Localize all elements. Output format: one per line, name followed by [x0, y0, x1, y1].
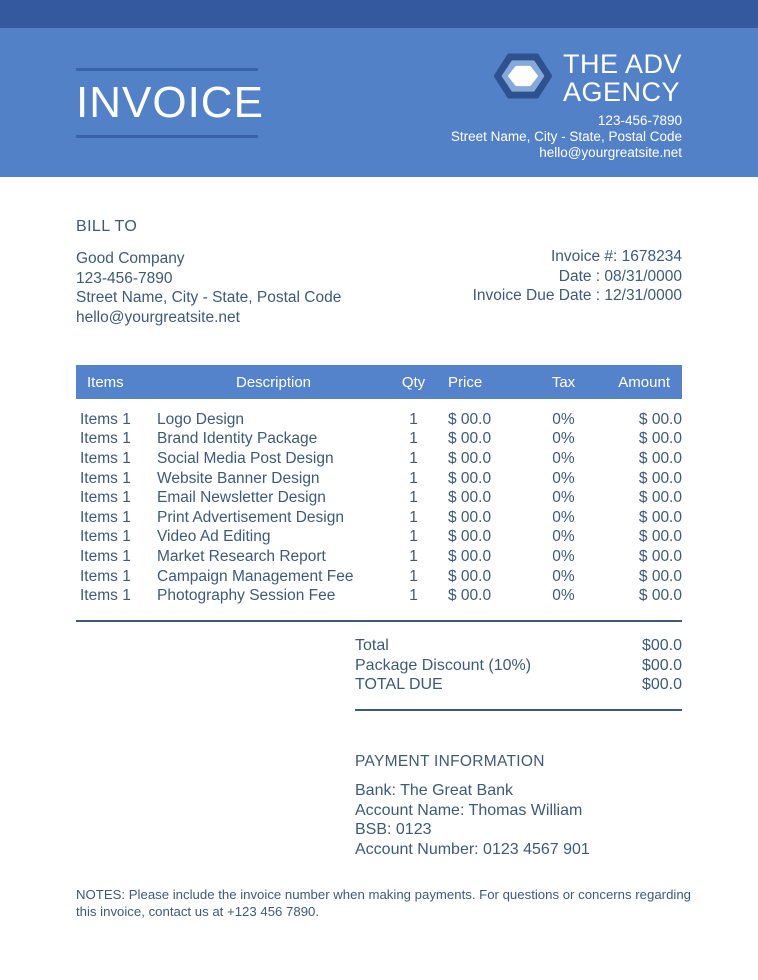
billing-section — [76, 218, 682, 327]
company-contact — [451, 113, 682, 161]
totals-row — [355, 636, 682, 656]
top-accent-bar — [0, 0, 758, 28]
company-email: hello@yourgreatsite.net — [539, 145, 682, 160]
line-items-table — [76, 365, 682, 622]
company-phone: 123-456-7890 — [597, 113, 682, 128]
cell-description: Logo Design — [157, 410, 245, 428]
client-company: Good Company — [76, 250, 185, 267]
brand-block — [451, 50, 682, 177]
cell-amount: $ 00.0 — [638, 528, 682, 546]
cell-qty: 1 — [409, 430, 418, 448]
cell-amount: $ 00.0 — [638, 547, 682, 565]
invoice-number: Invoice #: 1678234 — [551, 248, 682, 265]
title-rule-bottom — [76, 135, 258, 138]
cell-qty: 1 — [409, 547, 418, 565]
payment-details — [355, 781, 682, 860]
cell-tax: 0% — [552, 547, 575, 565]
cell-price: $ 00.0 — [448, 567, 492, 585]
cell-description: Photography Session Fee — [157, 587, 336, 605]
bill-to-details — [76, 249, 341, 327]
cell-amount: $ 00.0 — [638, 587, 682, 605]
cell-amount: $ 00.0 — [638, 410, 682, 428]
payment-account-number: Account Number: 0123 4567 901 — [355, 841, 590, 859]
cell-description: Campaign Management Fee — [157, 567, 354, 585]
notes-text: NOTES: Please include the invoice number when making payments. For questions or concerns regarding this invoice, contact us at +123 456 7890. — [76, 887, 691, 919]
table-row — [76, 430, 682, 450]
cell-item: Items 1 — [80, 449, 131, 467]
cell-description: Social Media Post Design — [157, 449, 334, 467]
cell-item: Items 1 — [80, 410, 131, 428]
totals-row — [355, 656, 682, 676]
table-row — [76, 508, 682, 528]
totals-value: $00.0 — [641, 656, 682, 674]
payment-information-block — [355, 753, 682, 860]
cell-price: $ 00.0 — [448, 449, 492, 467]
cell-description: Print Advertisement Design — [157, 508, 344, 526]
cell-amount: $ 00.0 — [638, 449, 682, 467]
cell-amount: $ 00.0 — [638, 489, 682, 507]
cell-price: $ 00.0 — [448, 410, 492, 428]
cell-price: $ 00.0 — [448, 430, 492, 448]
cell-description: Market Research Report — [157, 547, 326, 565]
table-row — [76, 567, 682, 587]
totals-label: TOTAL DUE — [355, 676, 443, 694]
invoice-meta-block — [473, 247, 682, 306]
totals-label: Package Discount (10%) — [355, 656, 532, 674]
brand-row — [451, 50, 682, 106]
cell-amount: $ 00.0 — [638, 430, 682, 448]
table-row — [76, 547, 682, 567]
cell-description: Email Newsletter Design — [157, 489, 326, 507]
cell-amount: $ 00.0 — [638, 469, 682, 487]
cell-tax: 0% — [552, 489, 575, 507]
cell-tax: 0% — [552, 567, 575, 585]
cell-tax: 0% — [552, 410, 575, 428]
totals-row — [355, 675, 682, 695]
company-name-line2: AGENCY — [562, 77, 680, 107]
column-header-description: Description — [235, 373, 312, 391]
cell-price: $ 00.0 — [448, 587, 492, 605]
cell-qty: 1 — [409, 449, 418, 467]
table-row — [76, 528, 682, 548]
invoice-body — [0, 218, 758, 919]
cell-item: Items 1 — [80, 587, 131, 605]
cell-amount: $ 00.0 — [638, 567, 682, 585]
cell-qty: 1 — [409, 587, 418, 605]
cell-qty: 1 — [409, 528, 418, 546]
invoice-header — [0, 28, 758, 177]
table-row — [76, 449, 682, 469]
cell-item: Items 1 — [80, 508, 131, 526]
cell-tax: 0% — [552, 449, 575, 467]
table-row — [76, 488, 682, 508]
invoice-title-block — [76, 68, 264, 177]
cell-item: Items 1 — [80, 489, 131, 507]
cell-item: Items 1 — [80, 469, 131, 487]
client-email: hello@yourgreatsite.net — [76, 308, 240, 326]
cell-tax: 0% — [552, 508, 575, 526]
company-name-line1: THE ADV — [562, 49, 682, 79]
column-header-qty: Qty — [401, 373, 426, 391]
cell-qty: 1 — [409, 508, 418, 526]
payment-bank: Bank: The Great Bank — [355, 782, 514, 800]
cell-tax: 0% — [552, 587, 575, 605]
table-body — [76, 410, 682, 606]
column-header-price: Price — [448, 373, 483, 391]
cell-price: $ 00.0 — [448, 508, 492, 526]
company-name — [563, 50, 682, 106]
totals-value: $00.0 — [641, 636, 682, 654]
payment-bsb: BSB: 0123 — [355, 821, 432, 839]
cell-description: Website Banner Design — [157, 469, 320, 487]
totals-label: Total — [355, 636, 389, 654]
cell-qty: 1 — [409, 469, 418, 487]
cell-price: $ 00.0 — [448, 469, 492, 487]
invoice-due-date: Invoice Due Date : 12/31/0000 — [472, 287, 682, 304]
company-address: Street Name, City - State, Postal Code — [450, 129, 682, 144]
cell-qty: 1 — [409, 410, 418, 428]
cell-tax: 0% — [552, 528, 575, 546]
cell-item: Items 1 — [80, 528, 131, 546]
totals-bottom-rule — [355, 709, 682, 711]
hexagon-logo-icon — [493, 53, 553, 104]
invoice-title: INVOICE — [76, 78, 264, 127]
table-header-row — [76, 365, 682, 399]
client-phone: 123-456-7890 — [76, 269, 173, 287]
table-row — [76, 410, 682, 430]
cell-description: Video Ad Editing — [157, 528, 271, 546]
client-address: Street Name, City - State, Postal Code — [76, 289, 342, 306]
cell-item: Items 1 — [80, 567, 131, 585]
bill-to-block — [76, 218, 341, 327]
cell-tax: 0% — [552, 469, 575, 487]
cell-tax: 0% — [552, 430, 575, 448]
payment-account-name: Account Name: Thomas William — [355, 801, 583, 819]
totals-block — [355, 636, 682, 695]
column-header-tax: Tax — [551, 373, 576, 391]
cell-price: $ 00.0 — [448, 528, 492, 546]
cell-item: Items 1 — [80, 547, 131, 565]
totals-value: $00.0 — [641, 676, 682, 694]
payment-information-title: PAYMENT INFORMATION — [355, 753, 545, 771]
cell-amount: $ 00.0 — [638, 508, 682, 526]
column-header-amount: Amount — [618, 373, 670, 391]
table-bottom-rule — [76, 620, 682, 622]
invoice-date: Date : 08/31/0000 — [558, 267, 682, 285]
table-row — [76, 586, 682, 606]
bill-to-label: BILL TO — [76, 218, 138, 235]
column-header-items: Items — [87, 373, 124, 391]
cell-price: $ 00.0 — [448, 489, 492, 507]
cell-qty: 1 — [409, 567, 418, 585]
cell-description: Brand Identity Package — [157, 430, 318, 448]
cell-item: Items 1 — [80, 430, 131, 448]
cell-price: $ 00.0 — [448, 547, 492, 565]
table-row — [76, 469, 682, 489]
cell-qty: 1 — [409, 489, 418, 507]
